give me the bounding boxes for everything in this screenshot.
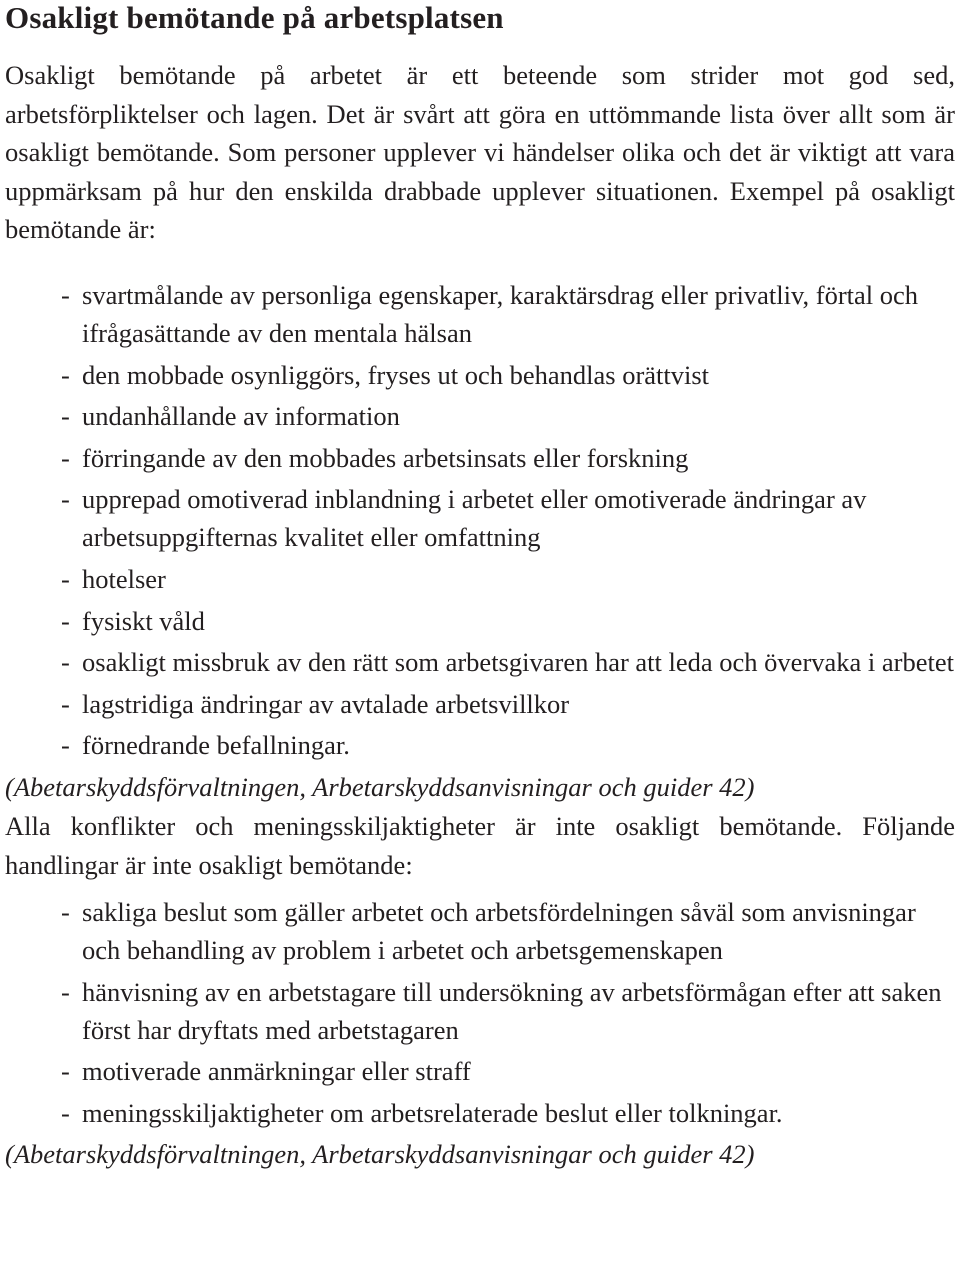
- document-page: [5, 0, 955, 1173]
- bullet-dash: -: [61, 647, 70, 678]
- list-item-text: motiverade anmärkningar eller straff: [82, 1056, 471, 1087]
- bullet-dash: -: [61, 976, 70, 1007]
- list-item-text: osakligt missbruk av den rätt som arbetsgivaren har att leda och övervaka i arbetet: [82, 647, 954, 678]
- source-citation: (Abetarskyddsförvaltningen, Arbetarskyddsanvisningar och guider 42): [5, 771, 755, 802]
- bullet-dash: -: [61, 442, 70, 473]
- bullet-dash: -: [61, 897, 70, 928]
- list-item: [5, 439, 955, 477]
- list-item-text: sakliga beslut som gäller arbetet och arbetsfördelningen såväl som anvisningar och behandling av problem i arbetet och arbetsgemenskapen: [82, 897, 916, 966]
- source-citation: (Abetarskyddsförvaltningen, Arbetarskyddsanvisningar och guider 42): [5, 1139, 755, 1170]
- list-item: [5, 643, 955, 681]
- list-item: [5, 397, 955, 435]
- list-item-text: upprepad omotiverad inblandning i arbetet eller omotiverade ändringar av arbetsuppgifternas kvalitet eller omfattning: [82, 484, 867, 553]
- bullet-dash: -: [61, 1097, 70, 1128]
- list-item: [5, 685, 955, 723]
- list-item-text: den mobbade osynliggörs, fryses ut och behandlas orättvist: [82, 359, 710, 390]
- bullet-dash: -: [61, 401, 70, 432]
- list-item-text: fysiskt våld: [82, 605, 205, 636]
- list-item-text: hotelser: [82, 563, 166, 594]
- list-item: [5, 726, 955, 764]
- bullet-dash: -: [61, 279, 70, 310]
- examples-list: [5, 276, 955, 764]
- list-item: [5, 602, 955, 640]
- bullet-dash: -: [61, 563, 70, 594]
- list-item: [5, 1052, 955, 1090]
- bullet-dash: -: [61, 605, 70, 636]
- list-item: [5, 893, 955, 969]
- second-paragraph: Alla konflikter och meningsskiljaktigheter är inte osakligt bemötande. Följande handlingar är inte osakligt bemötande:: [5, 810, 955, 880]
- bullet-dash: -: [61, 484, 70, 515]
- list-item-text: förnedrande befallningar.: [82, 730, 350, 761]
- non-examples-list: [5, 893, 955, 1132]
- list-item-text: svartmålande av personliga egenskaper, karaktärsdrag eller privatliv, förtal och ifrågasättande av den mentala hälsan: [82, 279, 919, 348]
- page-title: Osakligt bemötande på arbetsplatsen: [5, 0, 504, 35]
- list-item-text: lagstridiga ändringar av avtalade arbetsvillkor: [82, 688, 570, 719]
- list-item: [5, 973, 955, 1049]
- bullet-dash: -: [61, 730, 70, 761]
- list-item-text: undanhållande av information: [82, 401, 400, 432]
- list-item: [5, 276, 955, 352]
- list-item-text: meningsskiljaktigheter om arbetsrelaterade beslut eller tolkningar.: [82, 1097, 783, 1128]
- bullet-dash: -: [61, 359, 70, 390]
- bullet-dash: -: [61, 688, 70, 719]
- list-item: [5, 1094, 955, 1132]
- list-item-text: förringande av den mobbades arbetsinsats eller forskning: [82, 442, 689, 473]
- intro-paragraph: Osakligt bemötande på arbetet är ett beteende som strider mot god sed, arbetsförpliktelser och lagen. Det är svårt att göra en uttömmande lista över allt som är osakligt bemötande. Som personer upplever vi händelser olika och det är viktigt att vara uppmärksam på hur den enskilda drabbade upplever situationen. Exempel på osakligt bemötande är:: [5, 60, 955, 245]
- list-item-text: hänvisning av en arbetstagare till undersökning av arbetsförmågan efter att saken först har dryftats med arbetstagaren: [82, 976, 942, 1045]
- list-item: [5, 560, 955, 598]
- list-item: [5, 480, 955, 556]
- list-item: [5, 356, 955, 394]
- bullet-dash: -: [61, 1056, 70, 1087]
